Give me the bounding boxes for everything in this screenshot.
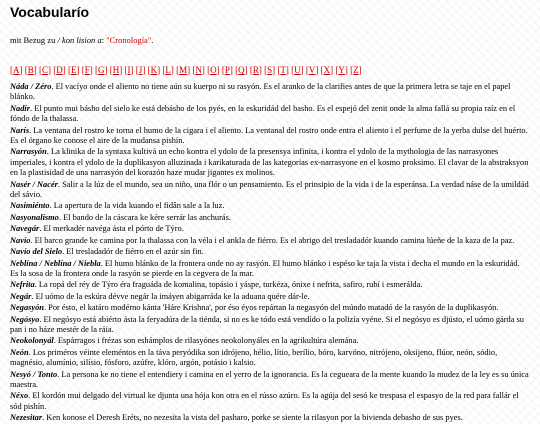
bracket-open: [ <box>109 65 113 75</box>
bracket-open: [ <box>221 65 225 75</box>
bracket-close: ] <box>76 65 80 75</box>
entry-definition: . El vacíyo onde el aliento no tiene aún su kuerpo ni su rasyón. Es el aranko de la clarifies antes de que la primera letra se taje en el papel blánko. <box>10 82 511 102</box>
letter-link-i[interactable]: I <box>127 65 131 75</box>
bracket-close: ] <box>157 65 161 75</box>
bracket-close: ] <box>216 65 220 75</box>
entry-term: Neokolonyál <box>10 336 54 346</box>
entry-definition: . Ken konose el Deresh Eréts, no nezesita la vista del pasharo, porke se siente la rilasyon por la bivienda debasho de sus pyes. <box>42 413 463 423</box>
bracket-close: ] <box>62 65 66 75</box>
bracket-open: [ <box>192 65 196 75</box>
entry-term: Nezesitar <box>10 413 43 423</box>
vocabulary-entry <box>10 391 530 412</box>
entry-definition: . Por ésto, el katáro modérno kánta 'Háre Krishna', por éso éyos repártan la negasyón del múndo matadó de la rasyón de la duplikasyón. <box>43 303 499 313</box>
letter-link-g[interactable]: G <box>98 65 105 75</box>
entry-term: Navío <box>10 235 31 245</box>
letter-link-h[interactable]: H <box>112 65 120 75</box>
bracket-close: ] <box>315 65 319 75</box>
entry-term: Negár <box>10 291 32 301</box>
entry-definition: . El punto mui básho del sielo ke está debásho de los pyés, en la eskuridád del basho. Es el espejó del zenit onde la alma fallá su propia raíz en el fóndo de la thalassa. <box>10 103 516 124</box>
bracket-close: ] <box>201 65 205 75</box>
reference-book-title: / kon lision a <box>57 35 102 45</box>
vocabulary-entry <box>10 259 530 280</box>
bracket-open: [ <box>350 65 354 75</box>
vocabulary-entry <box>10 303 530 313</box>
bracket-close: ] <box>48 65 52 75</box>
letter-link-m[interactable]: M <box>179 65 188 75</box>
bracket-open: [ <box>24 65 28 75</box>
bracket-close: ] <box>330 65 334 75</box>
reference-separator: : <box>101 35 107 45</box>
bracket-open: [ <box>207 65 211 75</box>
vocabulary-entry <box>10 413 530 423</box>
bracket-close: ] <box>285 65 289 75</box>
bracket-close: ] <box>170 65 174 75</box>
letter-link-t[interactable]: T <box>280 65 286 75</box>
entry-definition: . El negósyo está abiérto ásta la feryadúra de la tiénda, si no es ke tódo está vendído o la polizía vyéne. Si el negósyo es djústo, el uómo gárda su pan i no háze mestér de la ráia. <box>10 314 524 334</box>
letter-link-l[interactable]: L <box>165 65 171 75</box>
reference-line <box>10 35 530 46</box>
bracket-open: [ <box>147 65 151 75</box>
vocabulary-entry <box>10 224 530 234</box>
letter-link-z[interactable]: Z <box>353 65 359 75</box>
letter-link-v[interactable]: V <box>308 65 316 75</box>
letter-link-y[interactable]: Y <box>338 65 345 75</box>
vocabulary-entry <box>10 280 530 290</box>
vocabulary-entry <box>10 82 530 103</box>
entry-term: Negósyo <box>10 314 40 324</box>
bracket-open: [ <box>277 65 281 75</box>
letter-link-e[interactable]: E <box>71 65 77 75</box>
bracket-close: ] <box>104 65 108 75</box>
bracket-close: ] <box>244 65 248 75</box>
entry-term: Nasimiénto <box>10 201 50 211</box>
bracket-open: [ <box>10 65 13 75</box>
letter-link-j[interactable]: J <box>138 65 143 75</box>
vocabulary-entry <box>10 236 530 246</box>
vocabulary-entry <box>10 315 530 336</box>
bracket-open: [ <box>305 65 309 75</box>
bracket-close: ] <box>344 65 348 75</box>
vocabulary-entry <box>10 348 530 369</box>
letter-link-n[interactable]: N <box>195 65 202 75</box>
reference-prefix: mit Bezug zu <box>10 35 58 45</box>
entry-term: Narrasyón <box>10 147 47 157</box>
bracket-close: ] <box>19 65 23 75</box>
vocabulary-entry <box>10 336 530 346</box>
vocabulary-entry <box>10 104 530 125</box>
bracket-close: ] <box>258 65 262 75</box>
vocabulary-entry <box>10 126 530 147</box>
bracket-close: ] <box>33 65 37 75</box>
entry-term: Nefrita <box>10 280 35 290</box>
letter-link-b[interactable]: B <box>27 65 34 75</box>
entry-definition: . El tresladadór de fiérro en el azúr sin fin. <box>62 247 204 257</box>
entry-term: Náda / Zéro <box>10 82 52 91</box>
entry-definition: . Los priméros véinte eleméntos en la táva peryódika son idrójeno, hélio, lítio, berílio, bóro, karvóno, nitrójeno, oksijeno, flúor, neón, sódio, magnésio, alumínio, silísio, fósforo, azúfre, klóro, argón, potásio i kalsio. <box>10 347 498 368</box>
cronologia-link[interactable]: "Cronología" <box>106 35 152 45</box>
vocabulary-entry <box>10 180 530 201</box>
entry-definition: . La ventana del rostro ke torna el humo de la cigara i el aliento. La ventanal del rostro onde entra el aliento i el perfume de la yerba dulse del huérto. Es el órgano ke conose el aire de la mudansa pishín. <box>10 125 528 146</box>
bracket-open: [ <box>335 65 339 75</box>
bracket-close: ] <box>229 65 233 75</box>
bracket-open: [ <box>124 65 128 75</box>
letter-link-k[interactable]: K <box>150 65 158 75</box>
letter-link-r[interactable]: R <box>252 65 259 75</box>
entry-term: Nesyó / Tonto <box>10 369 58 379</box>
entry-term: Navío del Sielo <box>10 247 63 257</box>
entry-definition: . La apertura de la vida kuando el fidân sale a la luz. <box>49 201 225 211</box>
entry-definition: . Espárragos i frézas son eshámplos de rilasyónes neokolonyáles en la agrikultúra alemána. <box>53 336 359 346</box>
bracket-open: [ <box>176 65 180 75</box>
page-title: Vocabularío <box>10 4 90 20</box>
bracket-open: [ <box>235 65 239 75</box>
letter-link-u[interactable]: U <box>294 65 301 75</box>
entry-term: Narís <box>10 125 30 135</box>
entry-definition: . Salir a la lúz de el mundo, sea un niño, una flór o un pensamiento. Es el prinsipio de la vida i de la esperánsa. La verdad náse de la umildád del sávio. <box>10 179 529 200</box>
bracket-close: ] <box>89 65 93 75</box>
entry-term: Nadír <box>10 103 31 113</box>
entry-definition: . El barco grande ke camina por la thalassa con la véla i el ankla de fiérro. Es el abrigo del tresladadór kuando camina lúeñe de la kaza de la paz. <box>30 235 515 245</box>
entry-definition: . El uómo de la eskúra dévve negár la imáyen abigarráda ke la aduana quére dár-le. <box>31 291 310 301</box>
entry-term: Neblína / Neblína / Niebla <box>10 258 101 268</box>
reference-suffix: . <box>151 35 154 45</box>
entry-term: Nasér / Nacér <box>10 179 58 189</box>
entry-term: Neón <box>10 347 29 357</box>
alphabet-index <box>10 64 530 76</box>
bracket-open: [ <box>81 65 85 75</box>
bracket-open: [ <box>291 65 295 75</box>
letter-link-c[interactable]: C <box>42 65 49 75</box>
bracket-open: [ <box>135 65 139 75</box>
vocabulary-entry <box>10 201 530 211</box>
entry-definition: . La klinika de la syntaxa kultivá un echo kontra el ydolo de la presensya infinita, i kontra el ydolo de la mythologia de las narrasyones imperiales, i kontra el ydolo de la duplikasyon alluzinada i karikaturada de las kategorias ex-narrasyone en el kosmo proksimo. El clavar de la abstraksyon en la plastisidad de una narrasyón del korazón haze mudar jigantes ex molinos. <box>10 147 529 178</box>
letter-link-o[interactable]: O <box>210 65 217 75</box>
entry-definition: . El bando de la cáscara ke kére serrár las anchurás. <box>58 212 231 222</box>
letter-link-f[interactable]: F <box>84 65 90 75</box>
bracket-open: [ <box>249 65 253 75</box>
bracket-open: [ <box>320 65 324 75</box>
bracket-open: [ <box>162 65 166 75</box>
entry-definition: . El humo blánko de la frontera onde no ay rasyón. El humo blánko i espéso ke taja la vista i decha el mundo en la eskuridád. Es la sosa de la frontera onde la rasyón se pierde en la cegvera de la mar. <box>10 258 520 278</box>
entry-term: Néxo <box>10 391 29 401</box>
bracket-open: [ <box>53 65 57 75</box>
vocabulary-entry <box>10 213 530 223</box>
entry-term: Nasyonalísmo <box>10 212 59 222</box>
bracket-open: [ <box>95 65 99 75</box>
vocabulary-entry <box>10 247 530 257</box>
entry-definition: . La ropá del réy de Týro éra fraguáda de komalina, topásio i yáspe, turkéza, ónixe i nefrita, safiro, rubí i esmerálda. <box>34 280 423 290</box>
vocabulary-entry <box>10 292 530 302</box>
bracket-close: ] <box>187 65 191 75</box>
letter-link-a[interactable]: A <box>13 65 20 75</box>
bracket-close: ] <box>142 65 146 75</box>
entry-definition: . El kordón mui delgado del virtual ke djunta una hója kon otra en el rússo azúro. Es la agúja del sesó ke trespasa el espasyo de la red para fallár el sód pishín. <box>10 391 519 411</box>
letter-link-x[interactable]: X <box>323 65 331 75</box>
bracket-open: [ <box>264 65 268 75</box>
entry-term: Navegár <box>10 224 40 234</box>
bracket-close: ] <box>358 65 362 75</box>
letter-link-d[interactable]: D <box>56 65 63 75</box>
bracket-open: [ <box>68 65 72 75</box>
letter-link-q[interactable]: Q <box>238 65 245 75</box>
letter-link-p[interactable]: P <box>224 65 230 75</box>
bracket-close: ] <box>130 65 134 75</box>
entry-definition: . El merkadér navéga ásta el pórto de Týro. <box>39 224 184 234</box>
bracket-open: [ <box>39 65 43 75</box>
vocabulary-entry <box>10 370 530 391</box>
letter-link-s[interactable]: S <box>267 65 273 75</box>
vocabulary-entry <box>10 147 530 178</box>
entry-definition: . La persona ke no tiene el entendiery i camina en el yerro de la ignorancia. Es la cegueara de la mente kuando la mudez de la ley es su única maestra. <box>10 369 529 389</box>
entry-term: Negasyón <box>10 303 44 313</box>
bracket-close: ] <box>300 65 304 75</box>
vocabulary-list <box>10 82 530 424</box>
bracket-close: ] <box>272 65 276 75</box>
bracket-close: ] <box>119 65 123 75</box>
